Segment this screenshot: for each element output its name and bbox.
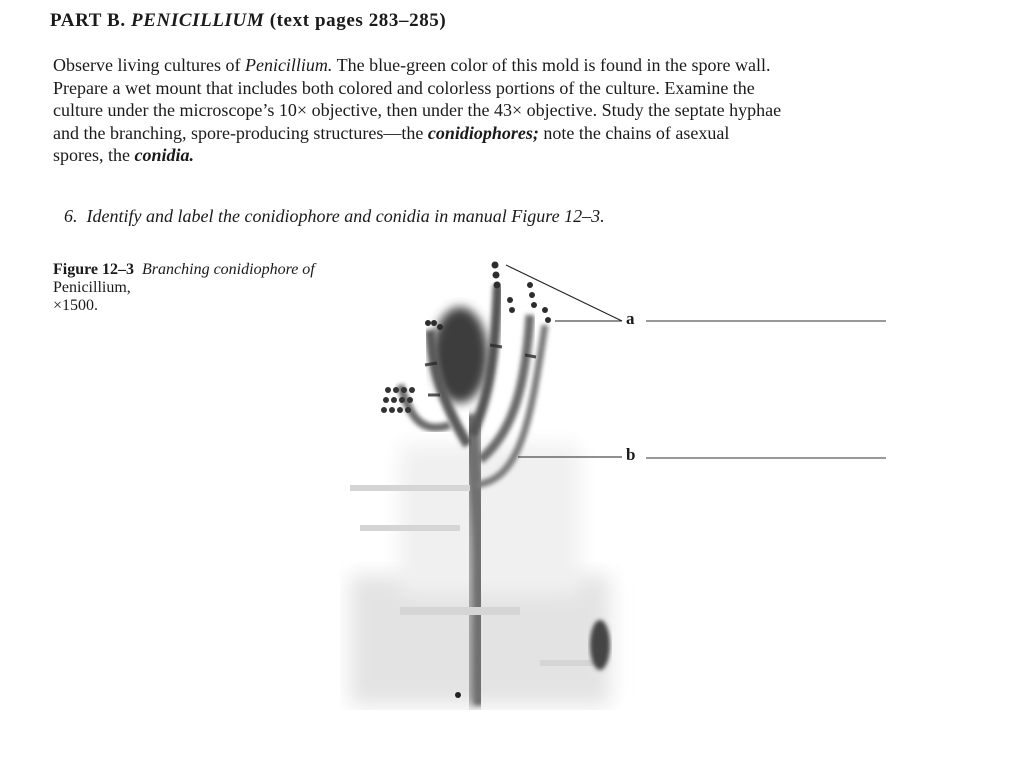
intro-line (53, 54, 1003, 77)
caption-italic: Branching conidiophore of (142, 261, 315, 278)
label-a: a (626, 309, 635, 328)
intro-line: culture under the microscope’s 10× objective, then under the 43× objective. Study the septate hyphae (53, 100, 782, 120)
intro-text: The blue-green color of this mold is found in the spore wall. (332, 55, 771, 75)
intro-text: spores, the (53, 145, 135, 165)
answer-blank-b[interactable] (646, 441, 886, 459)
answer-blank-a[interactable] (646, 304, 886, 322)
heading-subject: PENICILLIUM (131, 10, 265, 31)
step-text: Identify and label the conidiophore and conidia in manual Figure 12–3. (86, 206, 605, 226)
intro-line (53, 144, 1003, 167)
term-conidia: conidia. (134, 145, 194, 165)
figure-caption (53, 261, 323, 315)
label-b: b (626, 445, 636, 464)
section-heading (50, 10, 446, 32)
figure-label: Figure 12–3 (53, 261, 135, 278)
genus-name: Penicillium. (244, 55, 333, 75)
caption-genus: Penicillium, (53, 279, 131, 296)
heading-pages: (text pages 283–285) (269, 10, 447, 31)
penicillium-micrograph (340, 245, 640, 710)
intro-text: note the chains of asexual (538, 122, 730, 143)
intro-text: and the branching, spore-producing structures—the (53, 122, 428, 143)
caption-magnification: ×1500. (53, 297, 99, 314)
term-conidiophores: conidiophores; (427, 122, 539, 143)
heading-part: PART B. (50, 10, 126, 31)
step-instruction (64, 206, 605, 227)
intro-text: Observe living cultures of (53, 55, 245, 75)
intro-line (53, 122, 1003, 145)
intro-line: Prepare a wet mount that includes both colored and colorless portions of the culture. Examine the (53, 77, 755, 98)
step-number: 6. (64, 206, 78, 226)
intro-paragraph (53, 54, 1003, 167)
